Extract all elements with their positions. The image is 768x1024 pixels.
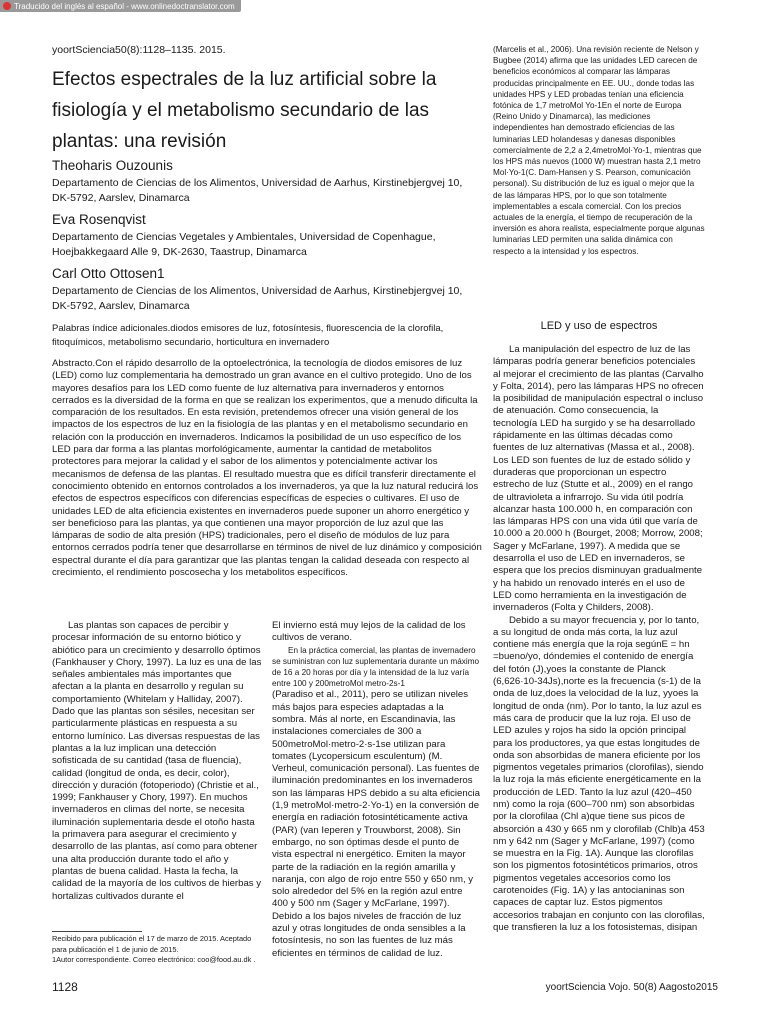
page-number: 1128 [52, 980, 78, 994]
keywords: Palabras índice adicionales.diodos emisores de luz, fotosíntesis, fluorescencia de la clorofila, fitoquímicos, metabolismo secundario, horticultura en invernadero [52, 323, 444, 348]
footnote-received: Recibido para publicación el 17 de marzo de 2015. Aceptado para publicación el 1 de junio de 2015. [52, 934, 252, 954]
body-column-2 [272, 620, 480, 960]
intro-paragraph: Las plantas son capaces de percibir y procesar información de su entorno biótico y abiótico para un crecimiento y desarrollo óptimos (Fankhauser y Chory, 1997). La luz es una de las señales ambientales más importantes que afectan a la planta en desarrollo y regulan su comportamiento (Whitelam y Halliday, 2007). Dado que las plantas son sésiles, necesitan ser particularmente plásticas en respuesta a su entorno lumínico. Las diversas respuestas de las plantas a la luz implican una detección sofisticada de su cantidad (tasa de fluencia), calidad (longitud de onda, es decir, color), dirección y duración (fotoperiodo) (Christie et al., 1999; Fankhauser y Chory, 1997). En muchos invernaderos en climas del norte, se necesita iluminación suplementaria desde el otoño hasta la primavera para asegurar el crecimiento y desarrollo de las plantas, así como para obtener una alta producción durante todo el año y plantas de buena calidad. Hasta la fecha, la calidad de la mayoría de los cultivos de hierbas y hortalizas cultivados durante el [52, 620, 262, 902]
body-column-1 [52, 620, 262, 903]
author-2-name: Eva Rosenqvist [52, 212, 146, 227]
right-column-top: (Marcelis et al., 2006). Una revisión reciente de Nelson y Bugbee (2014) afirma que las unidades LED carecen de beneficios económicos al comparar las lámparas producidas principalmente en EE. UU., donde todas las unidades HPS y LED probadas tenían una eficiencia fotónica de 1,7 metroMol Yo-1En el norte de Europa (Reino Unido y Dinamarca), las mediciones independientes han demostrado eficiencias de las luminarias LED holandesas y danesas disponibles comercialmente de 2,2 a 2,4metroMol·Yo-1, mientras que los HPS más nuevos (1000 W) muestran hasta 2,1 metro Mol·Yo-1(C. Dam-Hansen y S. Pearson, comunicación personal). Su distribución de luz es igual o mejor que la de las lámparas HPS, por lo que son totalmente implementables a escala comercial. Con los precios actuales de la energía, el tiempo de recuperación de la inversión es ahora realista, especialmente porque algunas luminarias LED permiten una salida dinámica con respecto a la intensidad y los espectros. [493, 45, 705, 256]
author-3-name: Carl Otto Ottosen1 [52, 266, 165, 281]
author-3-affiliation: Departamento de Ciencias de los Alimentos, Universidad de Aarhus, Kirstinebjergvej 10, DK-5792, Aarslev, Dinamarca [52, 285, 463, 312]
journal-header: yoortSciencia50(8):1128–1135. 2015. [52, 44, 226, 56]
col2-paragraph-2-small: En la práctica comercial, las plantas de invernadero se suministran con luz suplementaria durante un máximo de 16 a 20 horas por día y la intensidad de la luz varía entre 100 y 200metroMol metro-2s-1 [272, 645, 480, 689]
author-1-affiliation: Departamento de Ciencias de los Alimentos, Universidad de Aarhus, Kirstinebjergvej 10, DK-5792, Aarslev, Dinamarca [52, 177, 463, 204]
banner-text: Traducido del inglés al español - www.onlinedoctranslator.com [14, 1, 235, 11]
footnote-divider [52, 931, 142, 932]
abstract: Abstracto.Con el rápido desarrollo de la optoelectrónica, la tecnología de diodos emisores de luz (LED) como luz complementaria ha demostrado un gran avance en el cultivo protegido. Uno de los mayores desafíos para los LED como fuente de luz alternativa para invernaderos y entornos cerrados es la diversidad de la forma en que se realizan los experimentos, que a menudo dificulta la comparación de los resultados. En esta revisión, pretendemos ofrecer una visión general de los impactos de los espectros de luz en la fisiología de las plantas y en el metabolismo secundario en relación con la producción en invernaderos. Indicamos la posibilidad de un uso específico de los LED para dar forma a las plantas morfológicamente, aumentar la cantidad de metabolitos protectores para mejorar la calidad y el sabor de los alimentos y potencialmente activar los mecanismos de defensa de las plantas. El resultado muestra que es difícil transferir directamente el conocimiento obtenido en entornos controlados a los invernaderos, ya que la luz natural reducirá los efectos de espectros específicos con diferencias específicas de especies o cultivares. El uso de unidades LED de alta eficiencia existentes en invernaderos puede suponer un ahorro energético y ser beneficioso para las plantas, ya que contienen una mayor proporción de luz azul que las lámparas de sodio de alta presión (HPS) tradicionales, pero el diseño de módulos de luz para entornos cerrados podría tener que desarrollarse en términos de nivel de luz dinámico y composición espectral durante el día para garantizar que las plantas tengan la calidad deseada con respecto al crecimiento, el rendimiento poscosecha y los metabolitos específicos. [52, 358, 482, 579]
author-2-affiliation: Departamento de Ciencias Vegetales y Ambientales, Universidad de Copenhague, Hoejbakkegaard Alle 9, DK-2630, Taastrup, Dinamarca [52, 231, 436, 258]
col2-paragraph-2-rest: (Paradiso et al., 2011), pero se utilizan niveles más bajos para especies adaptadas a la sombra. Más al norte, en Escandinavia, las instalaciones comerciales de 300 a 500metroMol·metro-2·s-1se utilizan para tomates (Lycopersicum esculentum) (M. Verheul, comunicación personal). Las fuentes de iluminación predominantes en los invernaderos son las lámparas HPS debido a su alta eficiencia (1,9 metroMol·metro-2·Yo-1) en la conversión de energía en radiación fotosintéticamente activa (PAR) (van Ieperen y Trouwborst, 2008). Sin embargo, no son óptimas desde el punto de vista espectral ni energético. Emiten la mayor parte de la radiación en la región amarilla y naranja, con algo de rojo entre 550 y 650 nm, y solo alrededor del 5% en la región azul entre 400 y 500 nm (Sager y McFarlane, 1997). Debido a los bajos niveles de fracción de luz azul y otras longitudes de onda sensibles a la fotosíntesis, no son las fuentes de luz más eficientes en términos de calidad de luz. [272, 689, 480, 959]
translator-logo-icon [3, 2, 11, 10]
right-column-body [493, 344, 705, 934]
right-paragraph-1: La manipulación del espectro de luz de las lámparas podría generar beneficios potenciales al mejorar el crecimiento de las plantas (Carvalho y Folta, 2014), pero las lámparas HPS no ofrecen la posibilidad de manipulación espectral o incluso de atenuación. Como consecuencia, la tecnología LED ha surgido y se ha desarrollado rápidamente en las últimas décadas como fuentes de luz alternativas (Massa et al., 2008). Los LED son fuentes de luz de estado sólido y duraderas que proporcionan un espectro estrecho de luz (Stutte et al., 2009) en el rango de ultravioleta a infrarrojo. Su vida útil podría alcanzar hasta 100.000 h, en comparación con las lámparas HPS con una vida útil que varía de 10.000 a 20.000 h (Bourget, 2008; Morrow, 2008; Sager y McFarlane, 1997). A medida que se desarrolla el uso de LED en invernaderos, se espera que los precios disminuyan gradualmente y ha habido un renovado interés en el uso de LED como herramienta en la investigación de invernaderos (Folta y Childers, 2008). [493, 344, 704, 614]
author-1-name: Theoharis Ouzounis [52, 158, 173, 173]
right-paragraph-2: Debido a su mayor frecuencia y, por lo tanto, a su longitud de onda más corta, la luz azul contiene más energía que la roja segúnE = hn =bueno/yo, dóndemies el contenido de energía del fotón (J),yoes la constante de Planck (6,626·10-34Js),norte es la frecuencia (s-1) de la onda de luz,does la velocidad de la luz, yyoes la longitud de onda (nm). Por lo tanto, la luz azul es más cara de producir que la luz roja. El uso de LED azules y rojos ha sido la opción principal para los productores, ya que estas longitudes de onda son absorbidas de manera eficiente por los pigmentos vegetales primarios (clorofilas), siendo la luz roja la más eficiente energéticamente en la producción de LED. Tanto la luz azul (420–450 nm) como la roja (600–700 nm) son absorbidas por la clorofilaa (Chl a)que tiene sus picos de absorción a 430 y 665 nm y clorofilab (Chlb)a 453 nm y 642 nm (Sager y McFarlane, 1997) (como se muestra en la Fig. 1A). Aunque las clorofilas son los pigmentos fotosintéticos primarios, otros pigmentos vegetales accesorios como los carotenoides (Fig. 1A) y las antocianinas son capaces de captar luz. Estos pigmentos accesorios trabajan en conjunto con las clorofilas, que transfieren la luz a los fotosistemas, disipan [493, 614, 705, 933]
article-title: Efectos espectrales de la luz artificial sobre la fisiología y el metabolismo secundario de las plantas: una revisión [52, 69, 437, 152]
translation-banner[interactable] [0, 0, 241, 12]
footnote-corresponding: 1Autor correspondiente. Correo electrónico: coo@food.au.dk . [52, 955, 256, 964]
running-footer: yoortSciencia Vojo. 50(8) Aagosto2015 [545, 982, 718, 993]
col2-paragraph-1: El invierno está muy lejos de la calidad de los cultivos de verano. [272, 620, 466, 644]
footnotes [52, 934, 262, 966]
section-heading: LED y uso de espectros [540, 320, 658, 332]
